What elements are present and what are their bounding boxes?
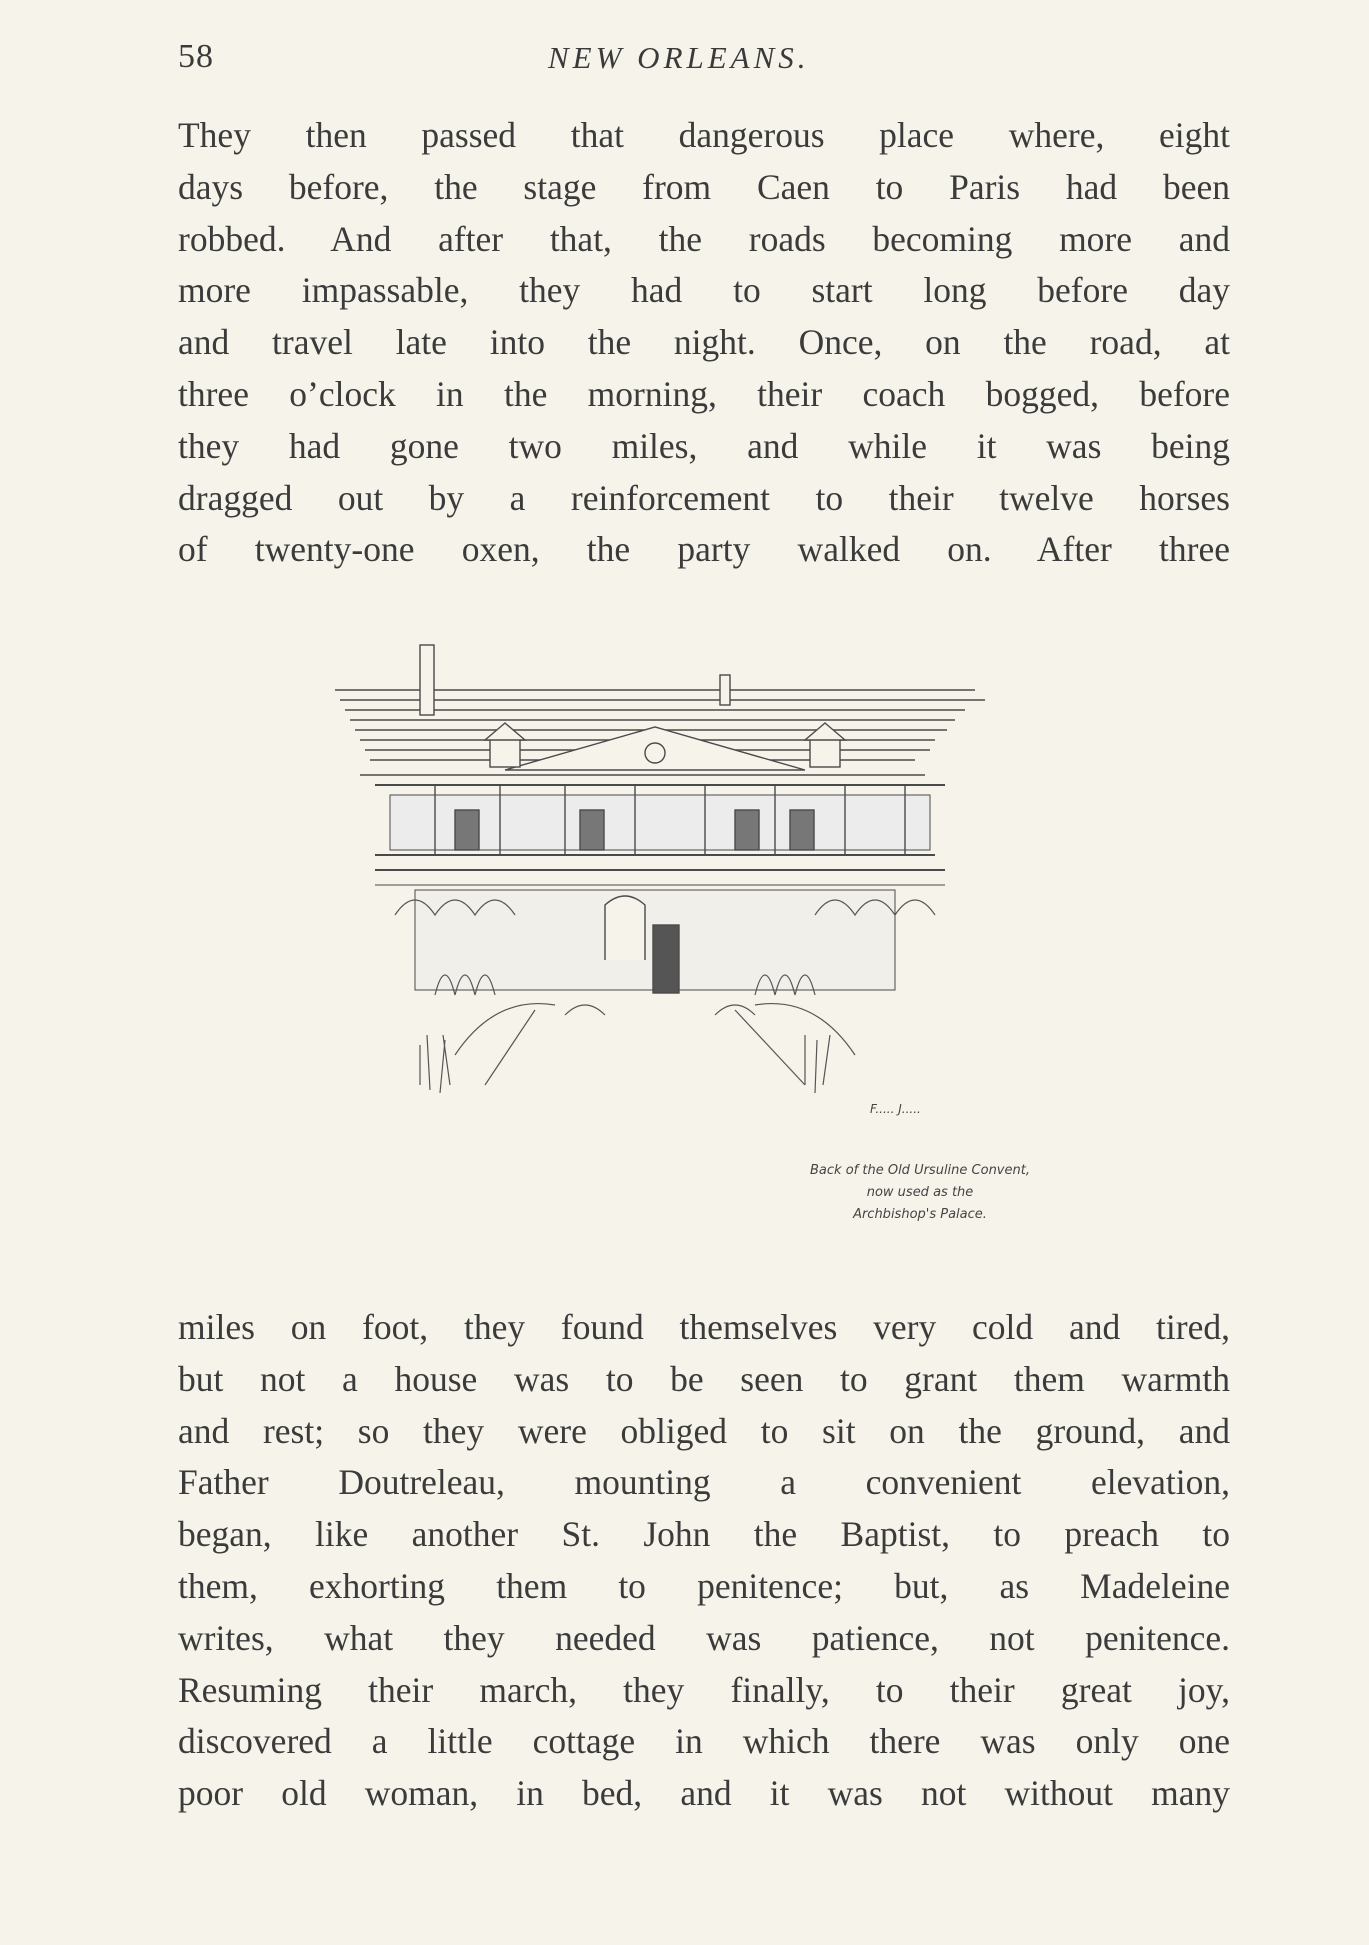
text-line: robbed. And after that, the roads becoming more and — [178, 218, 1230, 259]
text-line: and travel late into the night. Once, on the road, at — [178, 322, 1230, 363]
text-line: began, like another St. John the Baptist, to preach to — [178, 1514, 1230, 1555]
text-line: discovered a little cottage in which there was only one — [178, 1721, 1230, 1762]
convent-illustration — [335, 615, 1035, 1265]
running-title: NEW ORLEANS. — [548, 40, 810, 75]
page-number: 58 — [178, 38, 214, 75]
running-head — [178, 38, 1228, 78]
text-line: They then passed that dangerous place where, eight — [178, 115, 1230, 155]
text-line: days before, the stage from Caen to Paris had been — [178, 166, 1230, 207]
caption-line: now used as the — [866, 1185, 974, 1200]
text-line: and rest; so they were obliged to sit on the ground, and — [178, 1410, 1230, 1451]
upper-gallery — [375, 785, 945, 855]
paragraph-top — [178, 110, 1230, 576]
caption-line: Back of the Old Ursuline Convent, — [810, 1163, 1030, 1178]
text-line: writes, what they needed was patience, not penitence. — [178, 1617, 1230, 1658]
caption-line: Archbishop's Palace. — [853, 1207, 987, 1222]
text-line: Father Doutreleau, mounting a convenient elevation, — [178, 1462, 1230, 1503]
railing — [375, 870, 945, 885]
text-line: three o’clock in the morning, their coach bogged, before — [178, 373, 1230, 414]
text-line: them, exhorting them to penitence; but, as Madeleine — [178, 1565, 1230, 1606]
text-line: of twenty-one oxen, the party walked on. After three — [178, 529, 1230, 570]
text-line: miles on foot, they found themselves very cold and tired, — [178, 1307, 1230, 1347]
paragraph-bottom — [178, 1302, 1230, 1820]
chimney — [420, 645, 434, 715]
text-line: but not a house was to be seen to grant them warmth — [178, 1358, 1230, 1399]
doorway — [653, 925, 679, 993]
text-line: more impassable, they had to start long before day — [178, 270, 1230, 311]
illustration-caption — [790, 1160, 1050, 1226]
text-line: poor old woman, in bed, and it was not without many — [178, 1773, 1230, 1814]
text-line: they had gone two miles, and while it was being — [178, 425, 1230, 466]
artist-signature: F..... J..... — [870, 1102, 921, 1116]
text-line: dragged out by a reinforcement to their twelve horses — [178, 477, 1230, 518]
text-line: Resuming their march, they finally, to their great joy, — [178, 1669, 1230, 1710]
